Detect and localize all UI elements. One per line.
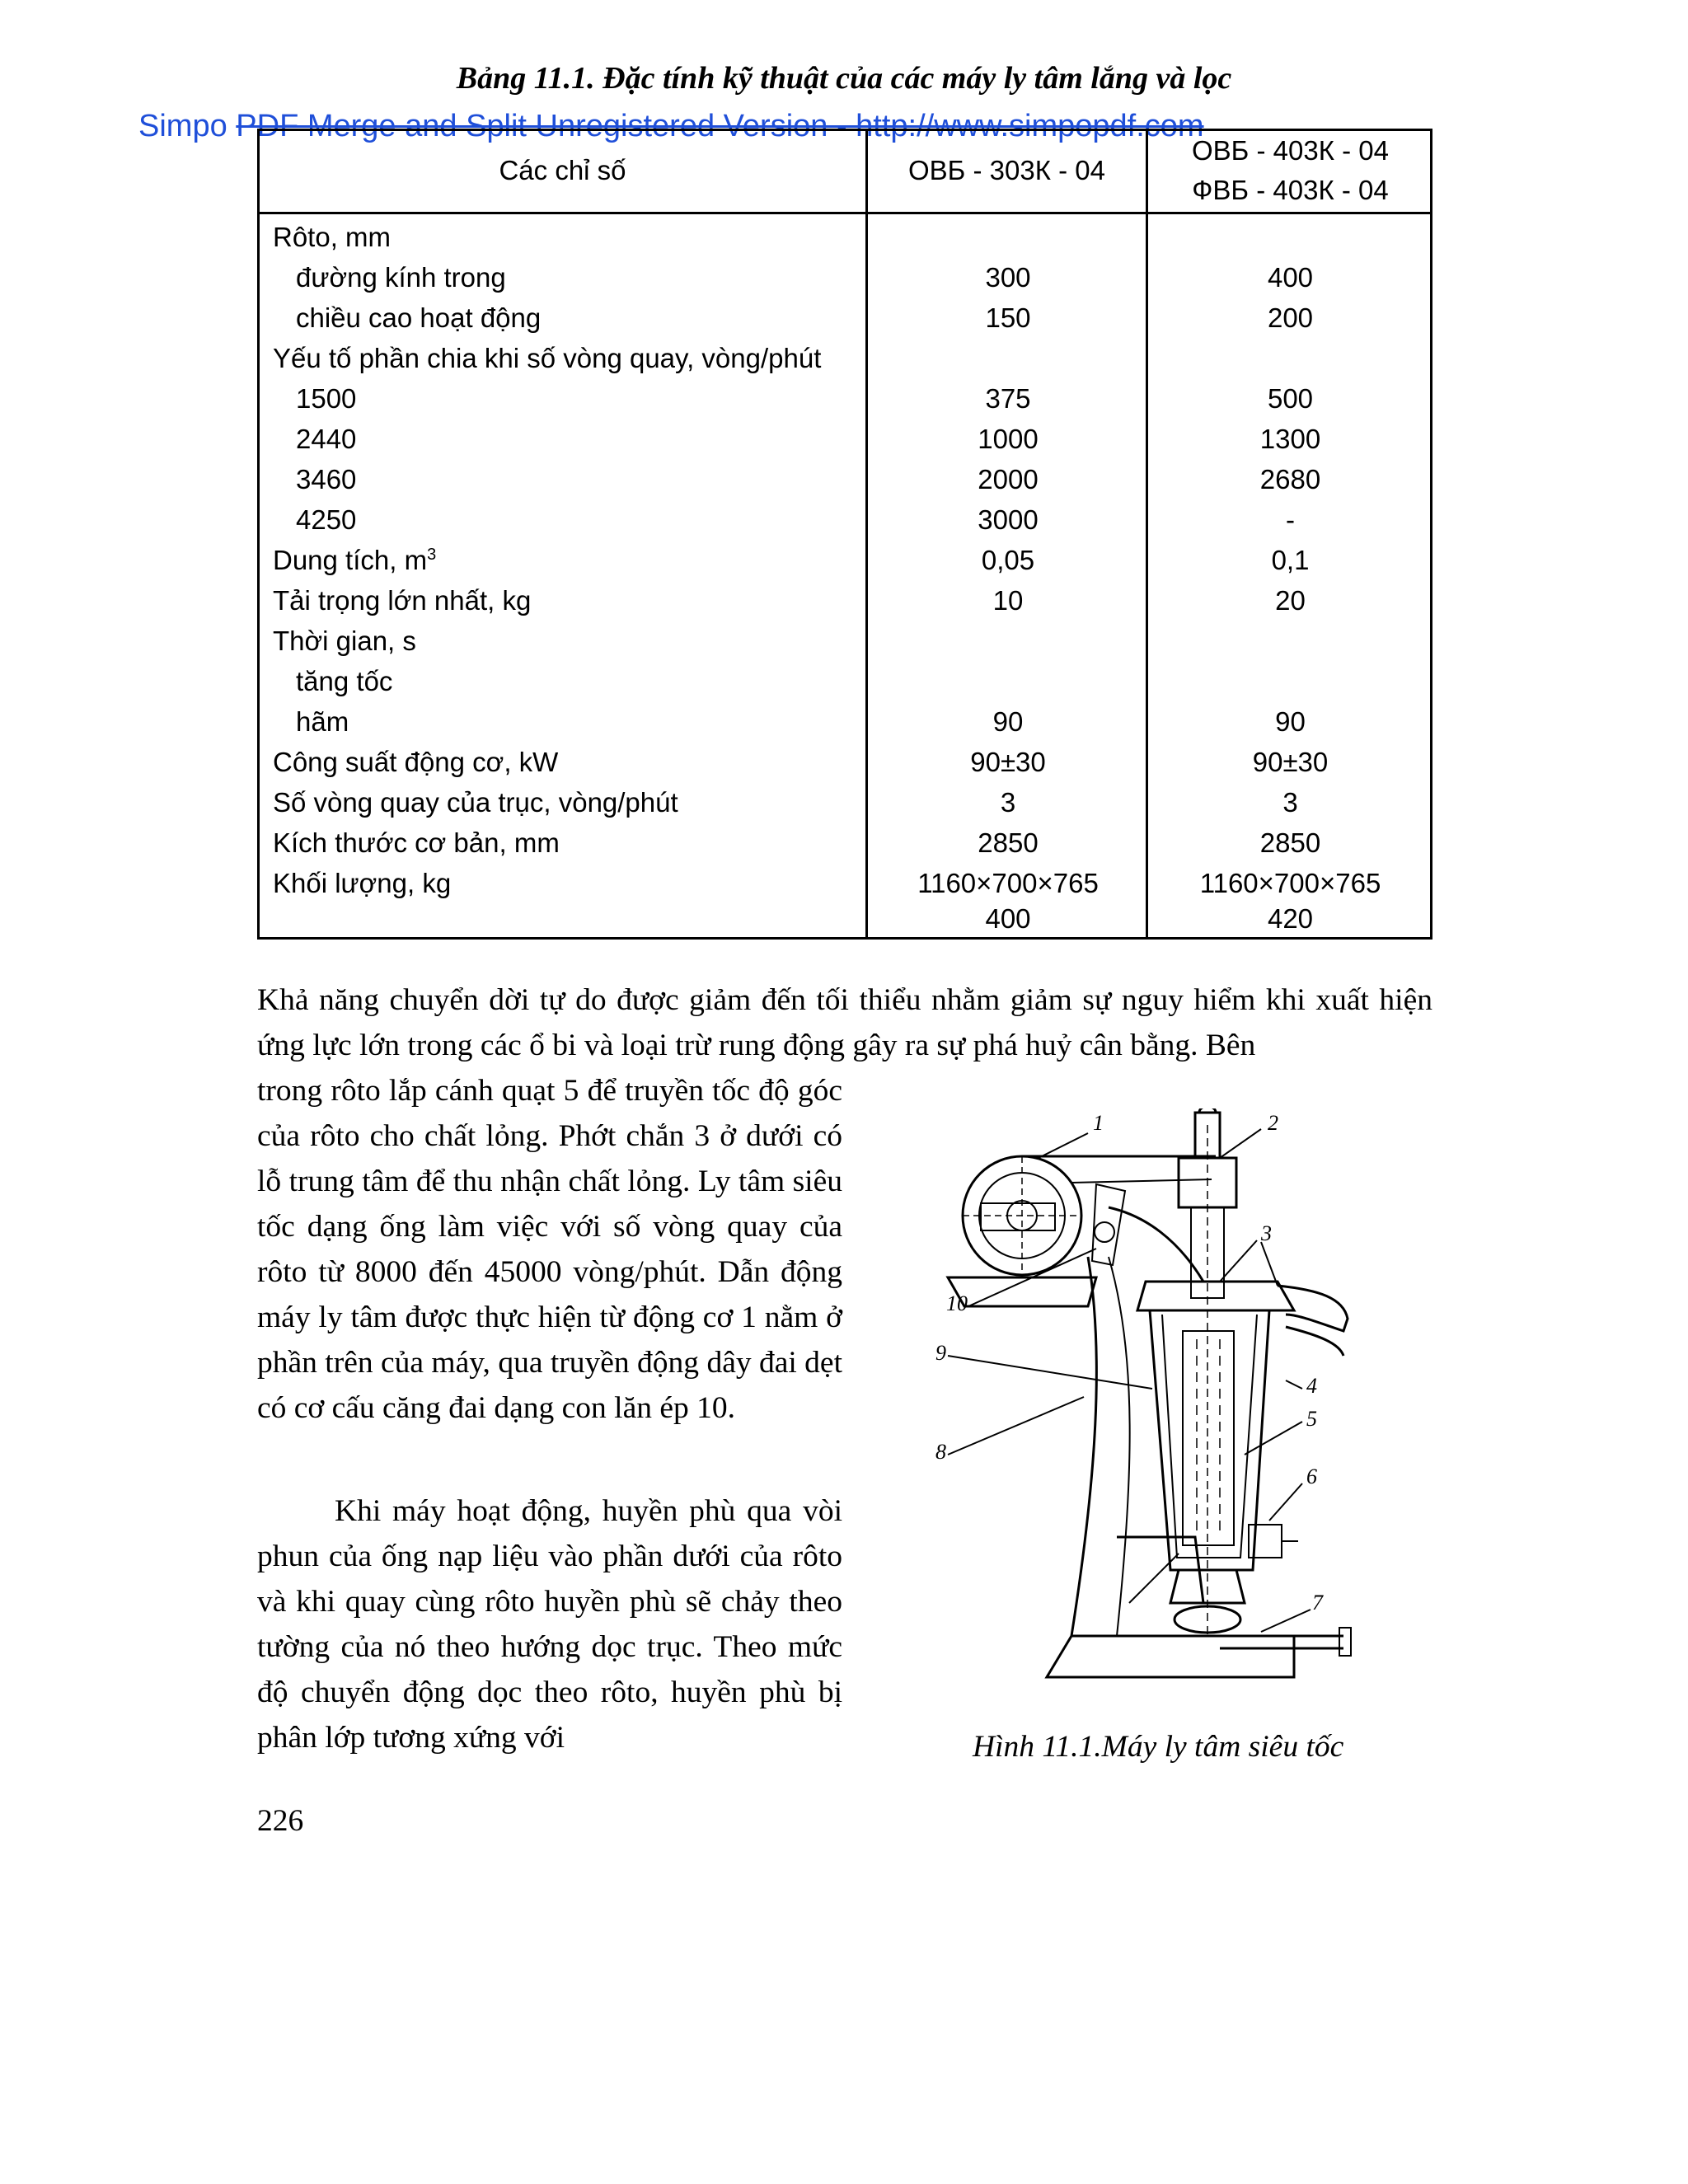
table-row: Rôto, mm [273,222,392,252]
table-row: 2440 1000 1300 [296,424,1321,454]
body-paragraph: trong rôto lắp cánh quạt 5 để truyền tốc độ góc của rôto cho chất lỏng. Phớt chắn 3 ở dưới có lỗ trung tâm để thu nhận chất lỏng. Ly tâm siêu tốc dạng ống làm việc với số vòng quay của rôto từ 8000 đến 45000 vòng/phút. Dẫn động máy ly tâm được thực hiện từ động cơ 1 nằm ở phần trên của máy, qua truyền động dây đai dẹt có cơ cấu căng đai dạng con lăn ép 10. [257,1074,842,1425]
body-paragraph: Khả năng chuyển dời tự do được giảm đến tối thiểu nhằm giảm sự nguy hiểm khi xuất hiện ứng lực lớn trong các ổ bi và loại trừ rung động gây ra sự phá huỷ cân bằng. Bên [257,983,1432,1062]
part-label: 10 [946,1291,968,1315]
part-label: 6 [1306,1465,1317,1488]
leader-lines [948,1129,1311,1632]
figure-caption: Hình 11.1.Máy ly tâm siêu tốc [973,1730,1344,1764]
table-row: hãm 90 90 [296,706,1306,737]
table-row: 1500 375 500 [296,383,1314,414]
watermark-lead: Simpo [138,109,237,143]
table-row: đường kính trong 300 400 [296,262,1314,293]
table-row: Dung tích, $m^3$ 0,05 0,1 [273,545,1310,575]
drive-belt [1022,1156,1216,1183]
table-row: Số vòng quay của trục, vòng/phút 3 3 [273,787,1298,818]
table-row: Tải trọng lớn nhất, kg 10 20 [273,585,1306,616]
table-row: Thời gian, s [273,626,416,656]
table-row: Yếu tố phần chia khi số vòng quay, vòng/phút [273,343,822,373]
table-row: Công suất động cơ, kW 90±30 90±30 [273,747,1329,777]
table-row: 3460 2000 2680 [296,464,1321,494]
header-model-403-b: ФВБ - 403К - 04 [1192,175,1389,205]
header-indicators: Các chỉ số [499,155,626,185]
motor-pulley [963,1156,1081,1275]
table-row: Khối lượng, kg 1160×700×765 1160×700×765 [273,868,1381,898]
page-number: 226 [257,1804,304,1838]
frame [948,1207,1294,1677]
spec-table [257,129,1432,940]
part-label: 8 [935,1440,946,1464]
feed-pipe [1220,1628,1351,1656]
header-model-403-a: ОВБ - 403К - 04 [1192,135,1389,166]
centrifuge-figure [931,1108,1393,1702]
part-label: 9 [935,1341,946,1365]
part-label: 4 [1306,1374,1317,1398]
header-divider [260,212,1430,214]
table-row: tăng tốc [296,666,393,696]
discharge-spout [1278,1286,1348,1356]
table-row: Kích thước cơ bản, mm 2850 2850 [273,827,1321,858]
part-label: 5 [1306,1407,1317,1431]
header-model-303: ОВБ - 303К - 04 [908,155,1105,185]
tension-roller [1092,1184,1125,1265]
table-row: 4250 3000 - [296,504,1295,535]
table-row: 400 420 [985,903,1314,934]
table-title: Bảng 11.1. Đặc tính kỹ thuật của các máy ly tâm lắng và lọc [456,61,1232,96]
part-label: 3 [1261,1221,1272,1245]
rotor-housing [1137,1282,1294,1570]
part-label: 2 [1268,1111,1278,1135]
watermark-struck: PDF Merge and Split Unregistered Version - http://www.simpopdf.com [236,109,1204,143]
table-row: chiều cao hoạt động 150 200 [296,302,1314,333]
part-label: 1 [1093,1111,1104,1135]
part-label: 7 [1312,1591,1323,1615]
body-paragraph: Khi máy hoạt động, huyền phù qua vòi phun của ống nạp liệu vào phần dưới của rôto và khi quay cùng rôto huyền phù sẽ chảy theo tường của nó theo hướng dọc trục. Theo mức độ chuyển động dọc theo rôto, huyền phù bị phân lớp tương xứng với [257,1494,842,1755]
